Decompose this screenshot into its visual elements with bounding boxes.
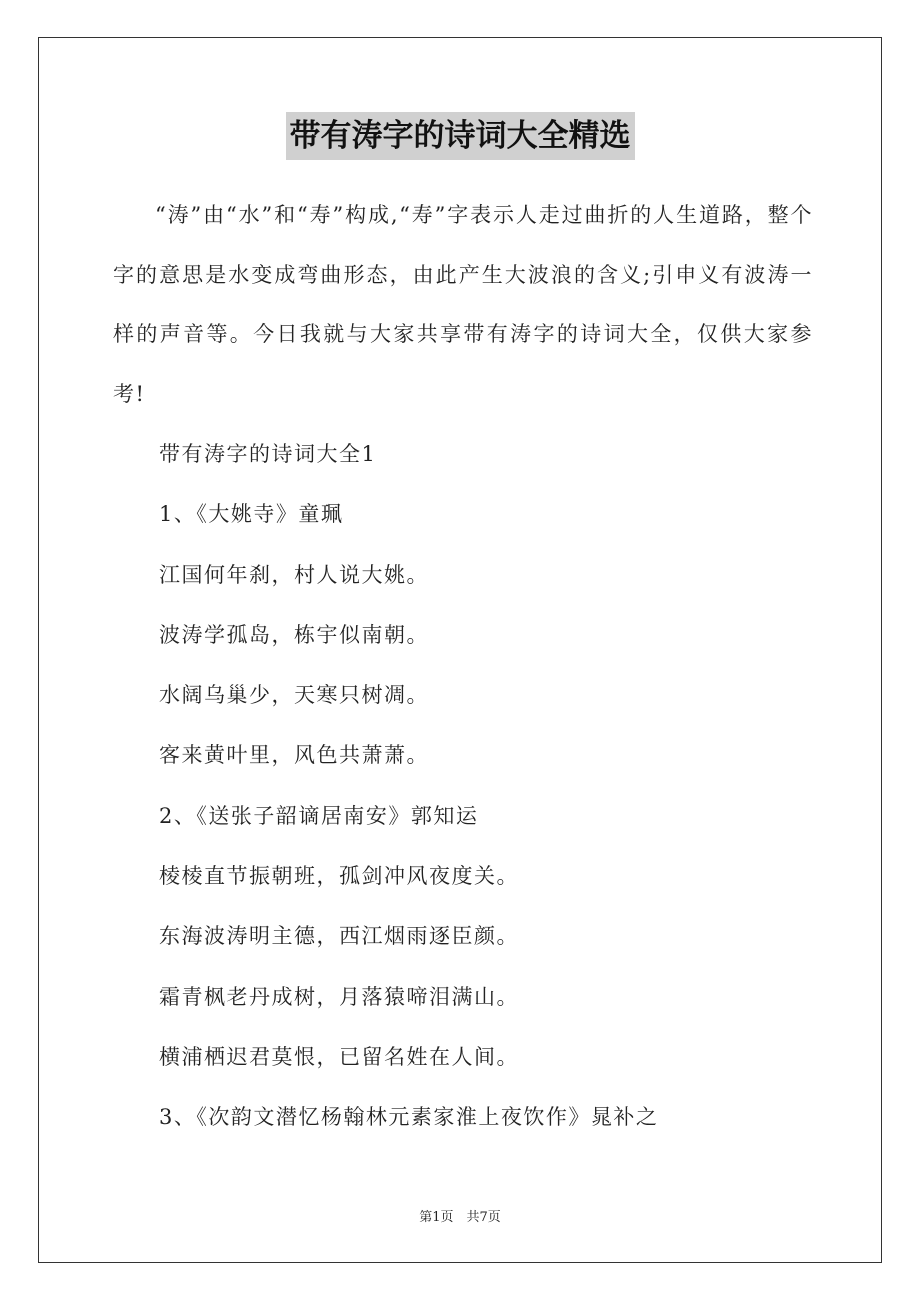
poem-title: 2、《送张子韶谪居南安》郭知运 — [159, 803, 479, 828]
poem-line: 客来黄叶里，风色共萧萧。 — [159, 743, 429, 768]
document-title: 带有涛字的诗词大全精选 — [286, 112, 635, 160]
title-container — [0, 112, 920, 160]
poem-line: 霜青枫老丹成树，月落猿啼泪满山。 — [159, 984, 519, 1009]
poem-title: 1、《大姚寺》童珮 — [159, 502, 344, 527]
section-heading: 带有涛字的诗词大全1 — [159, 442, 377, 466]
poem-line: 江国何年刹，村人说大姚。 — [159, 562, 429, 587]
page-footer: 第1页 共7页 — [419, 1210, 501, 1225]
document-body — [113, 186, 813, 1148]
poem-line: 水阔乌巢少，天寒只树凋。 — [159, 683, 429, 708]
poem-title: 3、《次韵文潜忆杨翰林元素家淮上夜饮作》晁补之 — [159, 1105, 659, 1130]
intro-paragraph: “涛”由“水”和“寿”构成,“寿”字表示人走过曲折的人生道路，整个字的意思是水变成弯曲形态，由此产生大波浪的含义;引申义有波涛一样的声音等。今日我就与大家共享带有涛字的诗词大全，仅供大家参考! — [113, 203, 813, 406]
poem-line: 东海波涛明主德，西江烟雨逐臣颜。 — [159, 924, 519, 949]
poem-line: 棱棱直节振朝班，孤剑冲风夜度关。 — [159, 864, 519, 889]
poem-line: 横浦栖迟君莫恨，已留名姓在人间。 — [159, 1044, 519, 1069]
poem-line: 波涛学孤岛，栋宇似南朝。 — [159, 622, 429, 647]
